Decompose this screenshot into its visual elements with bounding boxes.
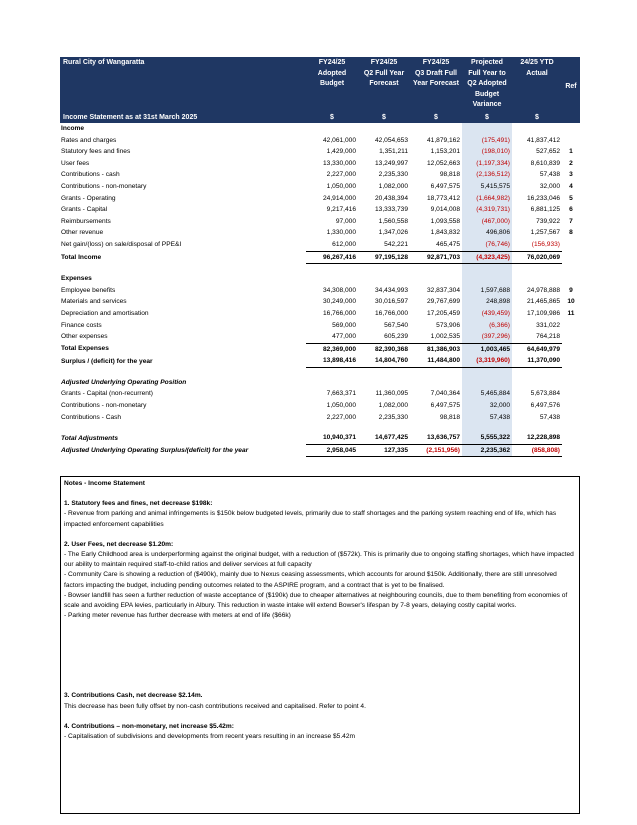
table-row — [60, 343, 580, 355]
variance-cell: (76,746) — [462, 239, 512, 251]
value-cell: 98,818 — [439, 171, 460, 179]
table-row — [60, 285, 580, 297]
table-row — [60, 432, 580, 444]
currency-label: $ — [330, 114, 334, 121]
row-label: Reimbursements — [61, 217, 111, 225]
value-cell — [512, 367, 562, 377]
variance-cell: (4,323,425) — [462, 251, 512, 264]
ref-cell — [562, 251, 580, 264]
value-cell: 10,940,371 — [306, 432, 358, 444]
value-cell: 1,560,558 — [378, 217, 408, 225]
value-cell: 17,109,986 — [526, 309, 560, 317]
value-cell: 24,914,000 — [322, 194, 356, 202]
statement-subtitle: Income Statement as at 31st March 2025 — [63, 114, 198, 121]
row-label: Contributions - cash — [61, 171, 120, 179]
currency-label: $ — [485, 114, 489, 121]
value-cell: 127,335 — [358, 444, 410, 457]
value-cell: 1,347,026 — [378, 229, 408, 237]
row-label — [60, 423, 306, 432]
row-label: Net gain/(loss) on sale/disposal of PPE&I — [61, 241, 182, 249]
value-cell: 7,663,371 — [326, 390, 356, 398]
note-heading: 4. Contributions – non-monetary, net increase $5.42m: — [64, 722, 234, 730]
value-cell: 764,218 — [536, 333, 560, 341]
ref-cell: 10 — [567, 298, 575, 306]
value-cell: 14,804,760 — [358, 355, 410, 367]
table-row — [60, 216, 580, 228]
financial-table — [60, 123, 580, 457]
table-row — [60, 158, 580, 170]
row-label: Contributions - non-monetary — [61, 402, 147, 410]
ref-cell: 9 — [569, 286, 573, 294]
variance-cell: (467,000) — [462, 216, 512, 228]
table-row — [60, 355, 580, 367]
ref-cell: 8 — [569, 229, 573, 237]
value-cell — [410, 264, 462, 274]
col-header-ytd-actual: 24/25 YTD Actual — [520, 59, 554, 77]
row-label: Materials and services — [61, 298, 127, 306]
value-cell: 2,227,000 — [326, 413, 356, 421]
row-label: Total Income — [61, 253, 102, 261]
note-heading: 3. Contributions Cash, net decrease $2.14m. — [64, 692, 203, 700]
value-cell — [306, 367, 358, 377]
value-cell: 1,843,832 — [430, 229, 460, 237]
value-cell: 20,438,394 — [374, 194, 408, 202]
value-cell: 527,652 — [536, 148, 560, 156]
table-row — [60, 251, 580, 264]
value-cell: 465,475 — [436, 240, 460, 248]
variance-cell: 248,898 — [462, 296, 512, 308]
variance-cell — [462, 273, 512, 285]
variance-cell: 2,235,362 — [462, 444, 512, 457]
value-cell: 569,000 — [332, 321, 356, 329]
value-cell: 1,153,201 — [430, 148, 460, 156]
value-cell: 57,438 — [539, 171, 560, 179]
row-label: Income — [61, 125, 85, 132]
value-cell: 13,333,739 — [374, 206, 408, 214]
value-cell — [410, 273, 462, 285]
value-cell: 92,871,703 — [410, 251, 462, 264]
table-row — [60, 412, 580, 424]
value-cell: 96,267,416 — [306, 251, 358, 264]
value-cell: 7,040,364 — [430, 390, 460, 398]
entity-name: Rural City of Wangaratta — [63, 59, 145, 66]
value-cell — [306, 123, 358, 135]
value-cell: 18,773,412 — [426, 194, 460, 202]
value-cell: 605,239 — [384, 333, 408, 341]
variance-cell: (397,296) — [462, 331, 512, 343]
variance-cell: (175,491) — [462, 135, 512, 147]
section-heading-row — [60, 273, 580, 285]
value-cell: 16,766,000 — [374, 309, 408, 317]
variance-cell: 5,415,575 — [462, 181, 512, 193]
value-cell — [358, 123, 410, 135]
value-cell — [512, 273, 562, 285]
note-heading: 1. Statutory fees and fines, net decrease $198k: — [64, 500, 213, 508]
row-label: Total Adjustments — [61, 434, 119, 442]
value-cell: 739,922 — [536, 217, 560, 225]
value-cell — [358, 367, 410, 377]
value-cell: 6,497,576 — [530, 402, 560, 410]
value-cell: 1,050,000 — [326, 182, 356, 190]
row-label — [60, 264, 306, 274]
currency-label: $ — [535, 114, 539, 121]
variance-cell: (1,197,334) — [462, 158, 512, 170]
value-cell: 6,497,575 — [430, 402, 460, 410]
row-label: Grants - Capital — [61, 206, 108, 214]
value-cell: 97,195,128 — [358, 251, 410, 264]
table-row — [60, 296, 580, 308]
ref-cell — [562, 135, 580, 147]
value-cell: 1,082,000 — [378, 182, 408, 190]
row-label: Contributions - Cash — [61, 413, 122, 421]
value-cell: 29,767,699 — [426, 298, 460, 306]
variance-cell: (439,459) — [462, 308, 512, 320]
table-row — [60, 146, 580, 158]
variance-cell: 5,465,884 — [462, 388, 512, 400]
col-header-projected-variance: Projected Full Year to Q2 Adopted Budget Variance — [462, 58, 512, 111]
ref-cell — [562, 377, 580, 389]
variance-cell — [462, 264, 512, 274]
note-text: This decrease has been fully offset by non-cash contributions received and capitalised. Refer to point 4. — [64, 702, 366, 710]
variance-cell: (1,664,982) — [462, 193, 512, 205]
variance-cell: 496,806 — [462, 227, 512, 239]
note-text: - Revenue from parking and animal infringements is $150k below budgeted levels, primarily due to staff shortages and the parking system reaching end of life, which has impacted enforcement capabilities — [64, 510, 557, 528]
ref-cell — [562, 423, 580, 432]
income-statement — [60, 57, 580, 457]
value-cell — [358, 377, 410, 389]
value-cell: 573,906 — [436, 321, 460, 329]
table-row — [60, 204, 580, 216]
table-row — [60, 193, 580, 205]
ref-cell — [562, 400, 580, 412]
variance-cell: (6,366) — [462, 320, 512, 332]
value-cell — [306, 273, 358, 285]
value-cell: 2,227,000 — [326, 171, 356, 179]
ref-cell — [562, 331, 580, 343]
variance-cell — [462, 423, 512, 432]
value-cell: 13,330,000 — [322, 159, 356, 167]
value-cell: 612,000 — [332, 240, 356, 248]
row-label: Finance costs — [61, 321, 102, 329]
value-cell: 16,233,046 — [526, 194, 560, 202]
notes-title: Notes - Income Statement — [64, 480, 145, 487]
value-cell: 6,497,575 — [430, 182, 460, 190]
value-cell: 1,093,558 — [430, 217, 460, 225]
note-heading: 2. User Fees, net decrease $1.20m: — [64, 540, 174, 548]
ref-cell — [562, 273, 580, 285]
table-row — [60, 135, 580, 147]
value-cell — [358, 264, 410, 274]
ref-cell — [562, 320, 580, 332]
value-cell: 16,766,000 — [322, 309, 356, 317]
row-label: Adjusted Underlying Operating Surplus/(deficit) for the year — [61, 446, 249, 454]
value-cell — [512, 423, 562, 432]
value-cell: 567,540 — [384, 321, 408, 329]
value-cell: 82,369,000 — [306, 343, 358, 355]
variance-cell — [462, 367, 512, 377]
variance-cell: 5,555,322 — [462, 432, 512, 444]
value-cell: 542,221 — [384, 240, 408, 248]
value-cell: 9,217,416 — [326, 206, 356, 214]
note-text: - Bowser landfill has seen a further reduction of waste acceptance of ($190k) due to cheaper alternatives at neighbouring councils, due to them benefiting from economies of scale and avoiding EPA levies, particularly in Albury. This reduction in waste intake will extend Bowser's lifespan by 7-8 years, delaying costly capital works. — [64, 591, 568, 610]
value-cell — [512, 123, 562, 135]
note-text: - Community Care is showing a reduction of ($490k), mainly due to Nexus ceasing assessments, which accounts for around $150k. Additionally, there are still unresolved factors impacting the budget, including pending outcomes related to the ASPIRE program, and a contract that is yet to be finalised. — [64, 571, 557, 589]
ref-cell: 4 — [569, 182, 573, 190]
variance-cell: 57,438 — [462, 412, 512, 424]
section-heading-row — [60, 377, 580, 389]
value-cell: 11,360,095 — [375, 390, 408, 398]
row-label: Total Expenses — [61, 345, 109, 353]
ref-cell: 7 — [569, 217, 573, 225]
value-cell: 24,978,888 — [526, 286, 560, 294]
col-header-adopted-budget: FY24/25 Adopted Budget — [317, 59, 347, 87]
variance-cell: (4,319,731) — [462, 204, 512, 216]
row-label: Surplus / (deficit) for the year — [61, 357, 153, 365]
value-cell: 9,014,008 — [430, 206, 460, 214]
value-cell: (2,151,956) — [410, 444, 462, 457]
table-row — [60, 331, 580, 343]
section-heading-row — [60, 123, 580, 135]
ref-cell — [562, 388, 580, 400]
value-cell — [306, 377, 358, 389]
col-header-q3-forecast: FY24/25 Q3 Draft Full Year Forecast — [413, 59, 459, 87]
ref-cell — [562, 123, 580, 135]
value-cell: 2,958,045 — [306, 444, 358, 457]
row-label: Other expenses — [61, 333, 108, 341]
row-label: Statutory fees and fines — [61, 148, 131, 156]
row-label: Employee benefits — [61, 286, 116, 294]
value-cell: 41,879,162 — [426, 136, 460, 144]
value-cell — [512, 377, 562, 389]
row-label: User fees — [61, 159, 90, 167]
ref-cell — [562, 239, 580, 251]
value-cell: (858,808) — [512, 444, 562, 457]
value-cell: 81,386,903 — [410, 343, 462, 355]
value-cell: 97,000 — [335, 217, 356, 225]
note-text: - Capitalisation of subdivisions and developments from recent years resulting in an increase $5.42m — [64, 733, 356, 741]
value-cell — [512, 264, 562, 274]
table-row — [60, 169, 580, 181]
row-label: Adjusted Underlying Operating Position — [61, 378, 187, 386]
row-label: Other revenue — [61, 229, 104, 237]
value-cell: 42,061,000 — [322, 136, 356, 144]
value-cell: 30,016,597 — [374, 298, 408, 306]
value-cell — [358, 423, 410, 432]
value-cell: 12,052,663 — [426, 159, 460, 167]
statement-header — [60, 57, 580, 123]
ref-cell — [562, 343, 580, 355]
table-row — [60, 388, 580, 400]
ref-cell — [562, 355, 580, 367]
value-cell: 11,484,800 — [410, 355, 462, 367]
spacer-row — [60, 264, 580, 274]
value-cell: 32,000 — [539, 182, 560, 190]
col-header-q2-forecast: FY24/25 Q2 Full Year Forecast — [363, 59, 405, 87]
note-text: - The Early Childhood area is underperforming against the original budget, with a reduction of ($572k). This is primarily due to ongoing staffing shortages, which have impacted our ability to maintain required staff-to-child ratios and deliver services at full capacity — [64, 551, 574, 569]
table-row — [60, 400, 580, 412]
value-cell: 477,000 — [332, 333, 356, 341]
value-cell: 8,610,839 — [530, 159, 560, 167]
value-cell: (156,933) — [531, 240, 560, 248]
ref-cell: 1 — [569, 148, 573, 156]
variance-cell: (3,319,960) — [462, 355, 512, 367]
table-row — [60, 320, 580, 332]
value-cell: 82,390,368 — [358, 343, 410, 355]
value-cell — [410, 367, 462, 377]
table-row — [60, 239, 580, 251]
notes-panel — [60, 476, 580, 814]
table-row — [60, 444, 580, 457]
ref-cell: 6 — [569, 206, 573, 214]
value-cell: 76,020,069 — [512, 251, 562, 264]
table-row — [60, 227, 580, 239]
value-cell: 6,881,125 — [530, 206, 560, 214]
value-cell: 13,636,757 — [410, 432, 462, 444]
row-label: Grants - Capital (non-recurrent) — [61, 390, 153, 398]
value-cell — [358, 273, 410, 285]
value-cell: 11,370,090 — [512, 355, 562, 367]
row-label: Depreciation and amortisation — [61, 309, 149, 317]
value-cell: 14,677,425 — [358, 432, 410, 444]
ref-cell: 3 — [569, 171, 573, 179]
value-cell: 1,082,000 — [378, 402, 408, 410]
currency-label: $ — [434, 114, 438, 121]
value-cell: 1,351,211 — [379, 148, 408, 156]
value-cell: 331,022 — [536, 321, 560, 329]
value-cell: 12,228,898 — [512, 432, 562, 444]
value-cell: 34,434,993 — [374, 286, 408, 294]
variance-cell: (2,136,512) — [462, 169, 512, 181]
value-cell: 2,235,330 — [378, 413, 408, 421]
value-cell — [410, 423, 462, 432]
value-cell: 13,249,997 — [374, 159, 408, 167]
row-label: Contributions - non-monetary — [61, 182, 147, 190]
value-cell: 1,257,567 — [530, 229, 560, 237]
row-label: Grants - Operating — [61, 194, 116, 202]
value-cell: 2,235,330 — [378, 171, 408, 179]
col-header-ref: Ref — [565, 83, 577, 90]
value-cell: 98,818 — [439, 413, 460, 421]
value-cell: 17,205,459 — [426, 309, 460, 317]
variance-cell: 1,597,688 — [462, 285, 512, 297]
ref-cell: 5 — [569, 194, 573, 202]
value-cell: 57,438 — [539, 413, 560, 421]
value-cell — [410, 377, 462, 389]
variance-cell: 1,003,465 — [462, 343, 512, 355]
value-cell: 1,002,535 — [430, 333, 460, 341]
value-cell: 21,465,865 — [526, 298, 560, 306]
value-cell: 34,308,000 — [322, 286, 356, 294]
row-label: Expenses — [61, 275, 92, 283]
ref-cell — [562, 367, 580, 377]
value-cell: 41,837,412 — [526, 136, 560, 144]
value-cell — [306, 264, 358, 274]
ref-cell — [562, 412, 580, 424]
table-row — [60, 308, 580, 320]
ref-cell: 11 — [567, 309, 575, 317]
value-cell: 32,837,304 — [426, 286, 460, 294]
value-cell: 1,050,000 — [326, 402, 356, 410]
variance-cell: (198,010) — [462, 146, 512, 158]
note-text: - Parking meter revenue has further decrease with meters at end of life ($66k) — [64, 612, 291, 620]
spacer-row — [60, 367, 580, 377]
row-label: Rates and charges — [61, 136, 117, 144]
variance-cell — [462, 377, 512, 389]
table-row — [60, 181, 580, 193]
value-cell — [306, 423, 358, 432]
ref-cell — [562, 432, 580, 444]
value-cell: 1,330,000 — [326, 229, 356, 237]
value-cell: 13,898,416 — [306, 355, 358, 367]
row-label — [60, 367, 306, 377]
value-cell: 64,649,979 — [512, 343, 562, 355]
value-cell: 30,249,000 — [322, 298, 356, 306]
spacer-row — [60, 423, 580, 432]
value-cell — [410, 123, 462, 135]
ref-cell — [562, 444, 580, 457]
currency-label: $ — [382, 114, 386, 121]
variance-cell: 32,000 — [462, 400, 512, 412]
value-cell: 5,673,884 — [530, 390, 560, 398]
variance-cell — [462, 123, 512, 135]
ref-cell — [562, 264, 580, 274]
ref-cell: 2 — [569, 159, 573, 167]
value-cell: 1,429,000 — [326, 148, 356, 156]
value-cell: 42,054,653 — [374, 136, 408, 144]
